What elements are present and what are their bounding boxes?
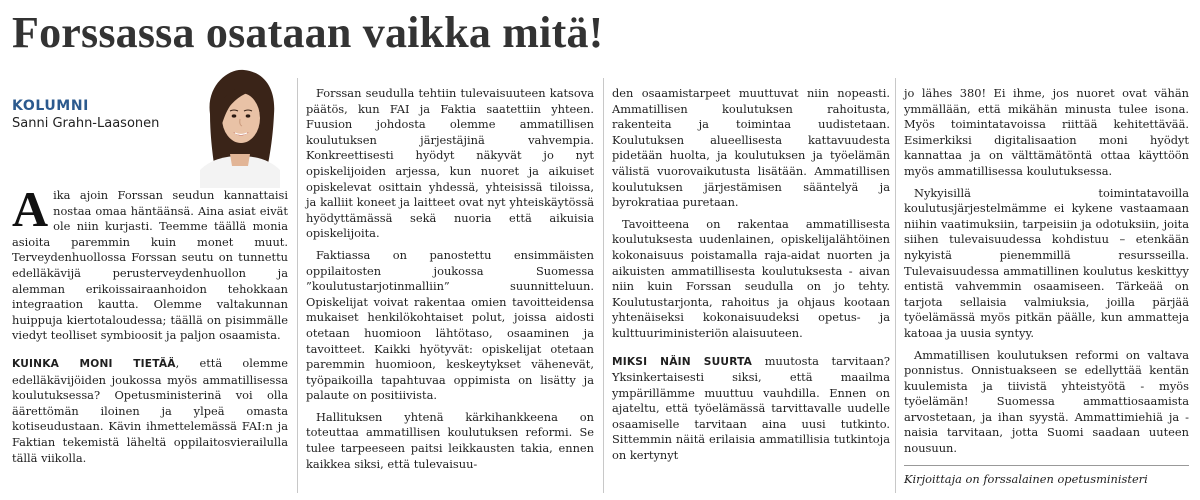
paragraph xyxy=(12,356,288,466)
author-portrait xyxy=(200,66,280,188)
subheading: KUINKA MONI TIETÄÄ xyxy=(12,357,176,370)
column-3 xyxy=(612,86,890,464)
column-2 xyxy=(306,86,594,472)
drop-cap: A xyxy=(12,181,49,237)
paragraph: Faktiassa on panostettu ensimmäisten oppilaitosten joukossa Suomessa ”koulutustarjotinmalliin” suunnitteluun. Opiskelijat voivat rakentaa omien tavoitteidensa mukaiset henkilökohtaiset polut, joissa aidosti otetaan huomioon lähtötaso, osaaminen ja tavoitteet. Kaikki hyötyvät: opiskelijat otetaan paremmin huomioon, keskeytykset vähenevät, työpaikoilla tapahtuvaa oppimista on lisätty ja palaute on positiivista. xyxy=(306,247,594,403)
paragraph xyxy=(12,181,288,344)
portrait-illustration xyxy=(200,66,280,188)
subheading: MIKSI NÄIN SUURTA xyxy=(612,355,753,368)
paragraph: Tavoitteena on rakentaa ammatillisesta koulutuksesta uudenlainen, opiskelijalähtöinen kokonaisuus poistamalla raja-aidat nuorten ja aikuisten ammatillisesta koulutuksesta - aivan niin kuin Forssan seudulla on jo tehty. Koulutustarjonta, rahoitus ja ohjaus kootaan yhtenäiseksi kokonaisuudeksi opetus- ja kulttuuriministeriön alaisuuteen. xyxy=(612,216,890,340)
author-signoff: Kirjoittaja on forssalainen opetusministeri xyxy=(904,465,1189,488)
column-rule xyxy=(297,78,298,493)
paragraph-text: ika ajoin Forssan seudun kannattaisi nostaa omaa häntäänsä. Aina asiat eivät ole niin kurjasti. Teemme täällä monia asioita paremmin kuin monet muut. Terveydenhuollossa Forssan seutu on tunnettu edelläkävijä perusterveydenhuollon ja alemman erikoissairaanhoidon tehokkaan integraation kautta. Olemme valtakunnan huippuja kiertotaloudessa; täällä on pisimmälle viedyt teolliset symbioosit ja paljon osaamista. xyxy=(12,188,288,343)
paragraph-text: , että olemme edelläkävijöiden joukossa myös ammatillisessa koulutuksessa? Opetusministerinä voi olla äärettömän iloinen ja ylpeä omasta kotiseudustaan. Kävin ihmettelemässä FAI:n ja Faktian tekemistä läheltä oppilaitosvierailulla tällä viikolla. xyxy=(12,355,288,465)
column-1 xyxy=(12,181,288,466)
paragraph: jo lähes 380! Ei ihme, jos nuoret ovat vähän ymmällään, että mikähän minusta tulee isona. Myös toimintatavoissa riittää kehitettävää. Esimerkiksi digitalisaation moni hyödyt kannattaa ja on välttämätöntä ottaa käyttöön myös ammatillisessa koulutuksessa. xyxy=(904,86,1189,178)
paragraph: Nykyisillä toimintatavoilla koulutusjärjestelmämme ei kykene vastaamaan niihin vaatimuksiin, tarpeisiin ja odotuksiin, joita siihen tulevaisuudessa kohdistuu – etenkään nykyistä pienemmillä resursseilla. Tulevaisuudessa ammatillinen koulutus keskittyy entistä vahvemmin osaamiseen. Tärkeää on tarjota sellaisia valmiuksia, joilla pärjää työelämässä myös pitkän päälle, kun ammatteja katoaa ja uusia syntyy. xyxy=(904,185,1189,340)
headline: Forssassa osataan vaikka mitä! xyxy=(12,8,604,57)
paragraph-text: muutosta tarvitaan? Yksinkertaisesti siksi, että maailma ympärillämme muuttuu vauhdilla. Ennen on ajateltu, että työelämässä tarvittavalle uudelle osaamiselle tarvitaan aina uusi tutkinto. Sittemmin näitä erilaisia ammatillisia tutkintoja on kertynyt xyxy=(612,353,891,463)
paragraph: Hallituksen yhtenä kärkihankkeena on toteuttaa ammatillisen koulutuksen reformi. Se tulee tarpeeseen paitsi leikkausten takia, ennen kaikkea siksi, että tulevaisuu- xyxy=(306,409,594,471)
author-name: Sanni Grahn-Laasonen xyxy=(12,116,160,131)
column-4 xyxy=(904,86,1189,487)
paragraph xyxy=(612,354,890,464)
byline xyxy=(12,98,202,131)
paragraph: den osaamistarpeet muuttuvat niin nopeasti. Ammatillisen koulutuksen rahoitusta, rakenteita ja toimintaa uudistetaan. Koulutuksen alueellisesta kattavuudesta pidetään huolta, ja koulutuksen ja työelämän välistä vuorovaikutusta lisätään. Ammatillisen koulutuksen järjestämisen sääntelyä ja byrokratiaa puretaan. xyxy=(612,86,890,210)
paragraph: Forssan seudulla tehtiin tulevaisuuteen katsova päätös, kun FAI ja Faktia saatettiin yhteen. Fuusion johdosta olemme ammatillisen koulutuksen järjestäjinä vahvempia. Konkreettisesti hyödyt näkyvät jo nyt opiskelijoiden arjessa, kun nuoret ja aikuiset opiskelevat osittain yhdessä, yhteisissä tiloissa, ja kalliit koneet ja laitteet ovat nyt yhteiskäytössä hyödyttämässä sekä nuoria että aikuisia opiskelijoita. xyxy=(306,86,594,241)
section-label: KOLUMNI xyxy=(12,98,89,114)
column-rule xyxy=(895,78,896,493)
column-rule xyxy=(603,78,604,493)
paragraph: Ammatillisen koulutuksen reformi on valtava ponnistus. Onnistuakseen se edellyttää kentän kuulemista ja tiivistä yhteistyötä - myös työelämän! Suomessa ammattiosaamista arvostetaan, ja ihan syystä. Ammattimiehiä ja -naisia tarvitaan, jotta Suomi saadaan uuteen nousuun. xyxy=(904,347,1189,456)
